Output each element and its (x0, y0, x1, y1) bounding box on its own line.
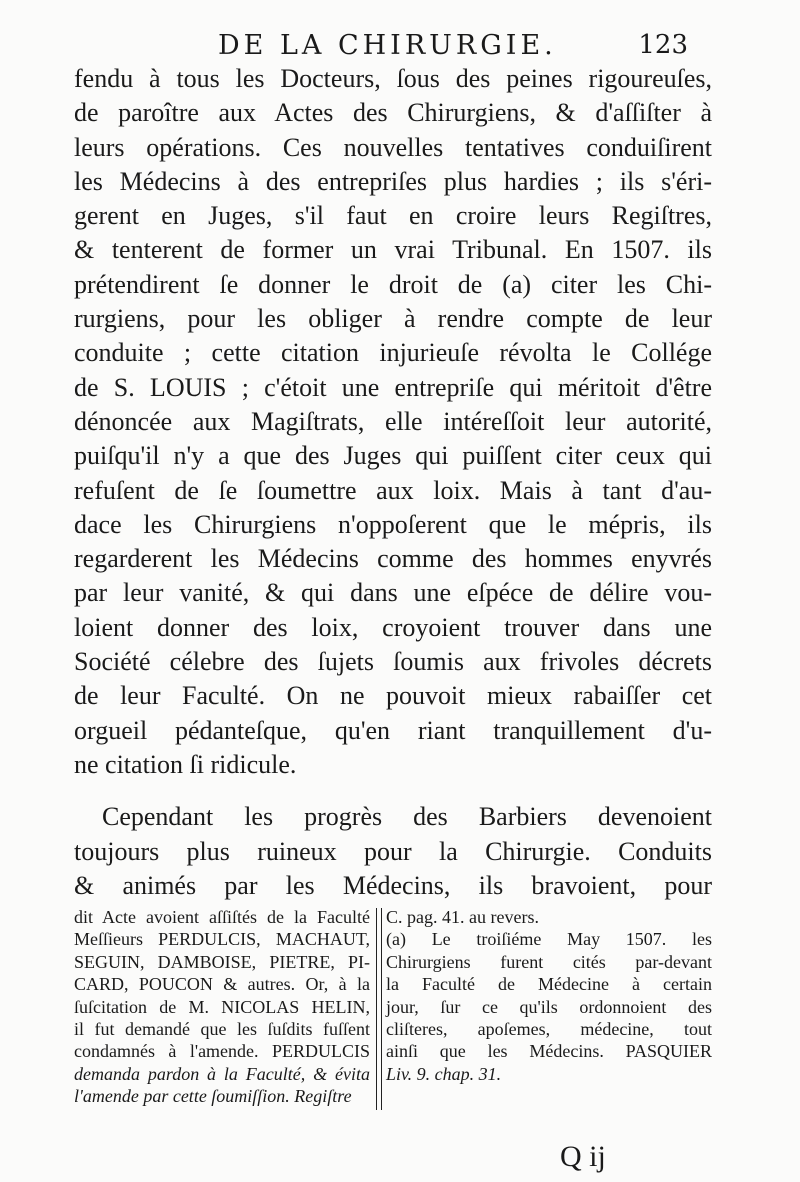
footnote-line: (a) Le troiſiéme May 1507. les (386, 929, 712, 950)
text-line: toujours plus ruineux pour la Chirurgie. Conduits (74, 836, 712, 866)
text-line: rurgiens, pour les obliger à rendre compte de leur (74, 304, 712, 334)
text-line: dénoncée aux Magiſtrats, elle intéreſſoit leur autorité, (74, 406, 712, 436)
footnote-line: Liv. 9. chap. 31. (386, 1063, 502, 1084)
text-line: & animés par les Médecins, ils bravoient, pour (74, 870, 712, 900)
text-line: de paroître aux Actes des Chirurgiens, & d'aſſiſter à (74, 98, 712, 128)
text-line: ne citation ſi ridicule. (74, 749, 297, 779)
text-line: puiſqu'il n'y a que des Juges qui puiſſent citer ceux qui (74, 441, 712, 471)
page-number: 123 (638, 30, 688, 60)
footnote-line: ſuſcitation de M. NICOLAS HELIN, (74, 996, 370, 1017)
text-line: & tenterent de former un vrai Tribunal. En 1507. ils (74, 235, 712, 265)
text-line: orgueil pédanteſque, qu'en riant tranquillement d'u- (74, 715, 712, 745)
footnote-line: CARD, POUCON & autres. Or, à la (74, 974, 370, 995)
running-head: DE LA CHIRURGIE. (218, 30, 557, 61)
column-divider (376, 908, 382, 1110)
footnote-line: SEGUIN, DAMBOISE, PIETRE, PI- (74, 951, 370, 972)
footnote-line: il fut demandé que les ſuſdits fuſſent (74, 1018, 370, 1039)
text-line: regarderent les Médecins comme des hommes enyvrés (74, 544, 712, 574)
footnote-line: ainſi que les Médecins. PASQUIER (386, 1041, 712, 1062)
text-line: prétendirent ſe donner le droit de (a) citer les Chi- (74, 269, 712, 299)
text-line: conduite ; cette citation injurieuſe révolta le Collége (74, 338, 712, 368)
text-line: Cependant les progrès des Barbiers devenoient (102, 802, 712, 832)
paragraph-break (74, 782, 712, 800)
footnote-line: jour, ſur ce qu'ils ordonnoient des (386, 996, 712, 1017)
text-line: de S. LOUIS ; c'étoit une entrepriſe qui méritoit d'être (74, 372, 712, 402)
text-line: dace les Chirurgiens n'oppoſerent que le mépris, ils (74, 509, 712, 539)
footnote-line: cliſteres, apoſemes, médecine, tout (386, 1018, 712, 1039)
footnote-column-left (74, 906, 370, 1108)
footnote-column-right (386, 906, 712, 1085)
text-line: Société célebre des ſujets ſoumis aux frivoles décrets (74, 647, 712, 677)
footnote-line: demanda pardon à la Faculté, & évita (74, 1063, 370, 1084)
footnote-line: la Faculté de Médecine à certain (386, 974, 712, 995)
main-text (74, 62, 712, 903)
text-line: fendu à tous les Docteurs, ſous des peines rigoureuſes, (74, 64, 712, 93)
text-line: les Médecins à des entrepriſes plus hardies ; ils s'éri- (74, 166, 712, 196)
footnote-line: Chirurgiens furent cités par-devant (386, 951, 712, 972)
text-line: leurs opérations. Ces nouvelles tentatives conduiſirent (74, 132, 712, 162)
text-line: refuſent de ſe ſoumettre aux loix. Mais à tant d'au- (74, 475, 712, 505)
page-header (0, 30, 800, 66)
footnote-line: C. pag. 41. au revers. (386, 907, 539, 927)
footnotes (74, 906, 712, 1116)
signature-mark: Q ij (560, 1140, 606, 1173)
text-line: de leur Faculté. On ne pouvoit mieux rabaiſſer cet (74, 681, 712, 711)
footnote-line: dit Acte avoient aſſiſtés de la Faculté (74, 907, 370, 927)
text-line: loient donner des loix, croyoient trouver dans une (74, 612, 712, 642)
footnote-line: Meſſieurs PERDULCIS, MACHAUT, (74, 929, 370, 950)
footnote-line: condamnés à l'amende. PERDULCIS (74, 1041, 370, 1062)
text-line: gerent en Juges, s'il faut en croire leurs Regiſtres, (74, 201, 712, 231)
footnote-line: l'amende par cette ſoumiſſion. Regiſtre (74, 1086, 352, 1107)
text-line: par leur vanité, & qui dans une eſpéce de délire vou- (74, 578, 712, 608)
